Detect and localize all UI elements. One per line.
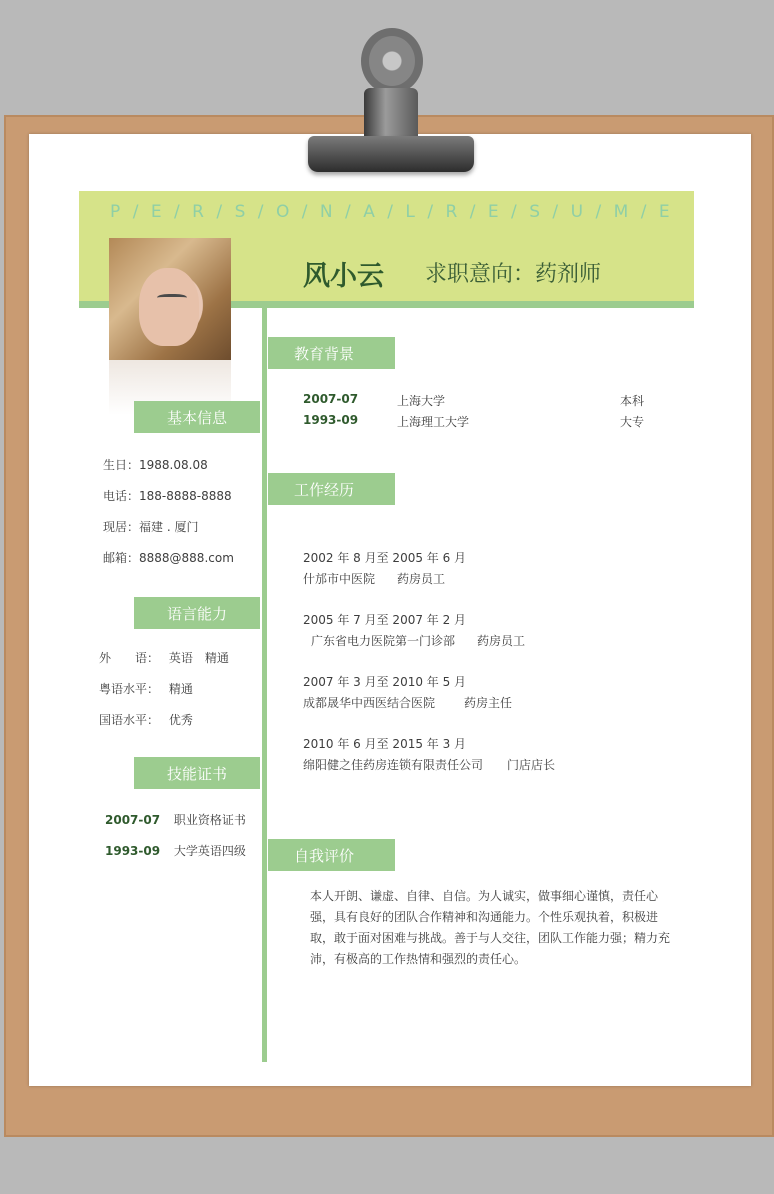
work-period: 2010 年 6 月至 2015 年 3 月 — [303, 737, 467, 751]
work-role: 药房主任 — [464, 696, 513, 710]
language-row — [99, 649, 229, 666]
certificate-date: 2007-07 — [105, 813, 161, 827]
section-basic-info: 基本信息 — [134, 401, 260, 433]
work-role: 药房员工 — [397, 572, 446, 586]
letter: R — [445, 202, 458, 222]
letter: E — [487, 202, 499, 222]
letter: P — [110, 202, 121, 222]
education-school: 上海理工大学 — [397, 415, 470, 429]
binder-clip-icon — [308, 136, 474, 172]
work-place: 成都晟华中西医结合医院 — [303, 696, 436, 710]
letter: R — [192, 202, 204, 222]
letter: E — [658, 202, 670, 222]
info-phone: 电话：188-8888-8888 — [103, 489, 232, 503]
education-school: 上海大学 — [397, 394, 446, 408]
section-education: 教育背景 — [268, 337, 395, 369]
work-place: 什邡市中医院 — [303, 572, 376, 586]
personal-resume-letters: P / E / R / S / O / N / A / L / R / E / S / U / M / E — [110, 202, 670, 222]
letter: O — [275, 202, 290, 222]
section-certificates: 技能证书 — [134, 757, 260, 789]
letter: S — [234, 202, 246, 222]
profile-photo — [109, 238, 231, 360]
letter: M — [613, 202, 629, 222]
language-row — [99, 711, 193, 728]
education-row — [303, 392, 358, 406]
certificate-row — [105, 811, 246, 828]
letter: S — [529, 202, 540, 222]
work-period: 2005 年 7 月至 2007 年 2 月 — [303, 613, 467, 627]
certificate-row — [105, 842, 246, 859]
language-label: 粤语水平： — [99, 682, 160, 696]
letter: N — [319, 202, 333, 222]
education-row — [303, 413, 358, 427]
section-work: 工作经历 — [268, 473, 395, 505]
clip-ring-icon — [361, 28, 423, 94]
education-date: 1993-09 — [303, 413, 359, 427]
letter: A — [363, 202, 375, 222]
timeline-divider — [262, 308, 267, 1062]
section-self-evaluation: 自我评价 — [268, 839, 395, 871]
certificate-name: 职业资格证书 — [173, 813, 246, 827]
candidate-name: 风小云 — [303, 261, 384, 292]
education-degree: 大专 — [620, 415, 645, 429]
self-evaluation-text: 本人开朗、谦虚、自律、自信。为人诚实，做事细心谨慎，责任心强，具有良好的团队合作精神和沟通能力。个性乐观执着，积极进取，敢于面对困难与挑战。善于与人交往，团队工作能力强；精力充沛，有极高的工作热情和强烈的责任心。 — [310, 889, 671, 966]
work-period: 2002 年 8 月至 2005 年 6 月 — [303, 551, 467, 565]
language-value: 英语 精通 — [168, 651, 229, 665]
info-location: 现居：福建 . 厦门 — [103, 520, 199, 534]
letter: L — [405, 202, 415, 222]
certificate-name: 大学英语四级 — [173, 844, 246, 858]
language-label: 国语水平： — [99, 713, 160, 727]
work-period: 2007 年 3 月至 2010 年 5 月 — [303, 675, 467, 689]
education-degree: 本科 — [620, 394, 645, 408]
language-row — [99, 680, 193, 697]
letter: U — [570, 202, 584, 222]
language-value: 精通 — [168, 682, 193, 696]
section-language: 语言能力 — [134, 597, 260, 629]
info-birthday: 生日：1988.08.08 — [103, 458, 208, 472]
education-date: 2007-07 — [303, 392, 359, 406]
info-email: 邮箱：8888@888.com — [103, 551, 234, 565]
work-role: 门店店长 — [507, 758, 556, 772]
certificate-date: 1993-09 — [105, 844, 161, 858]
work-role: 药房员工 — [477, 634, 526, 648]
language-value: 优秀 — [168, 713, 193, 727]
work-place: 广东省电力医院第一门诊部 — [311, 634, 456, 648]
job-intent: 求职意向：药剂师 — [425, 262, 602, 287]
language-label: 外 语： — [99, 651, 160, 665]
work-place: 绵阳健之佳药房连锁有限责任公司 — [303, 758, 484, 772]
letter: E — [150, 202, 162, 222]
